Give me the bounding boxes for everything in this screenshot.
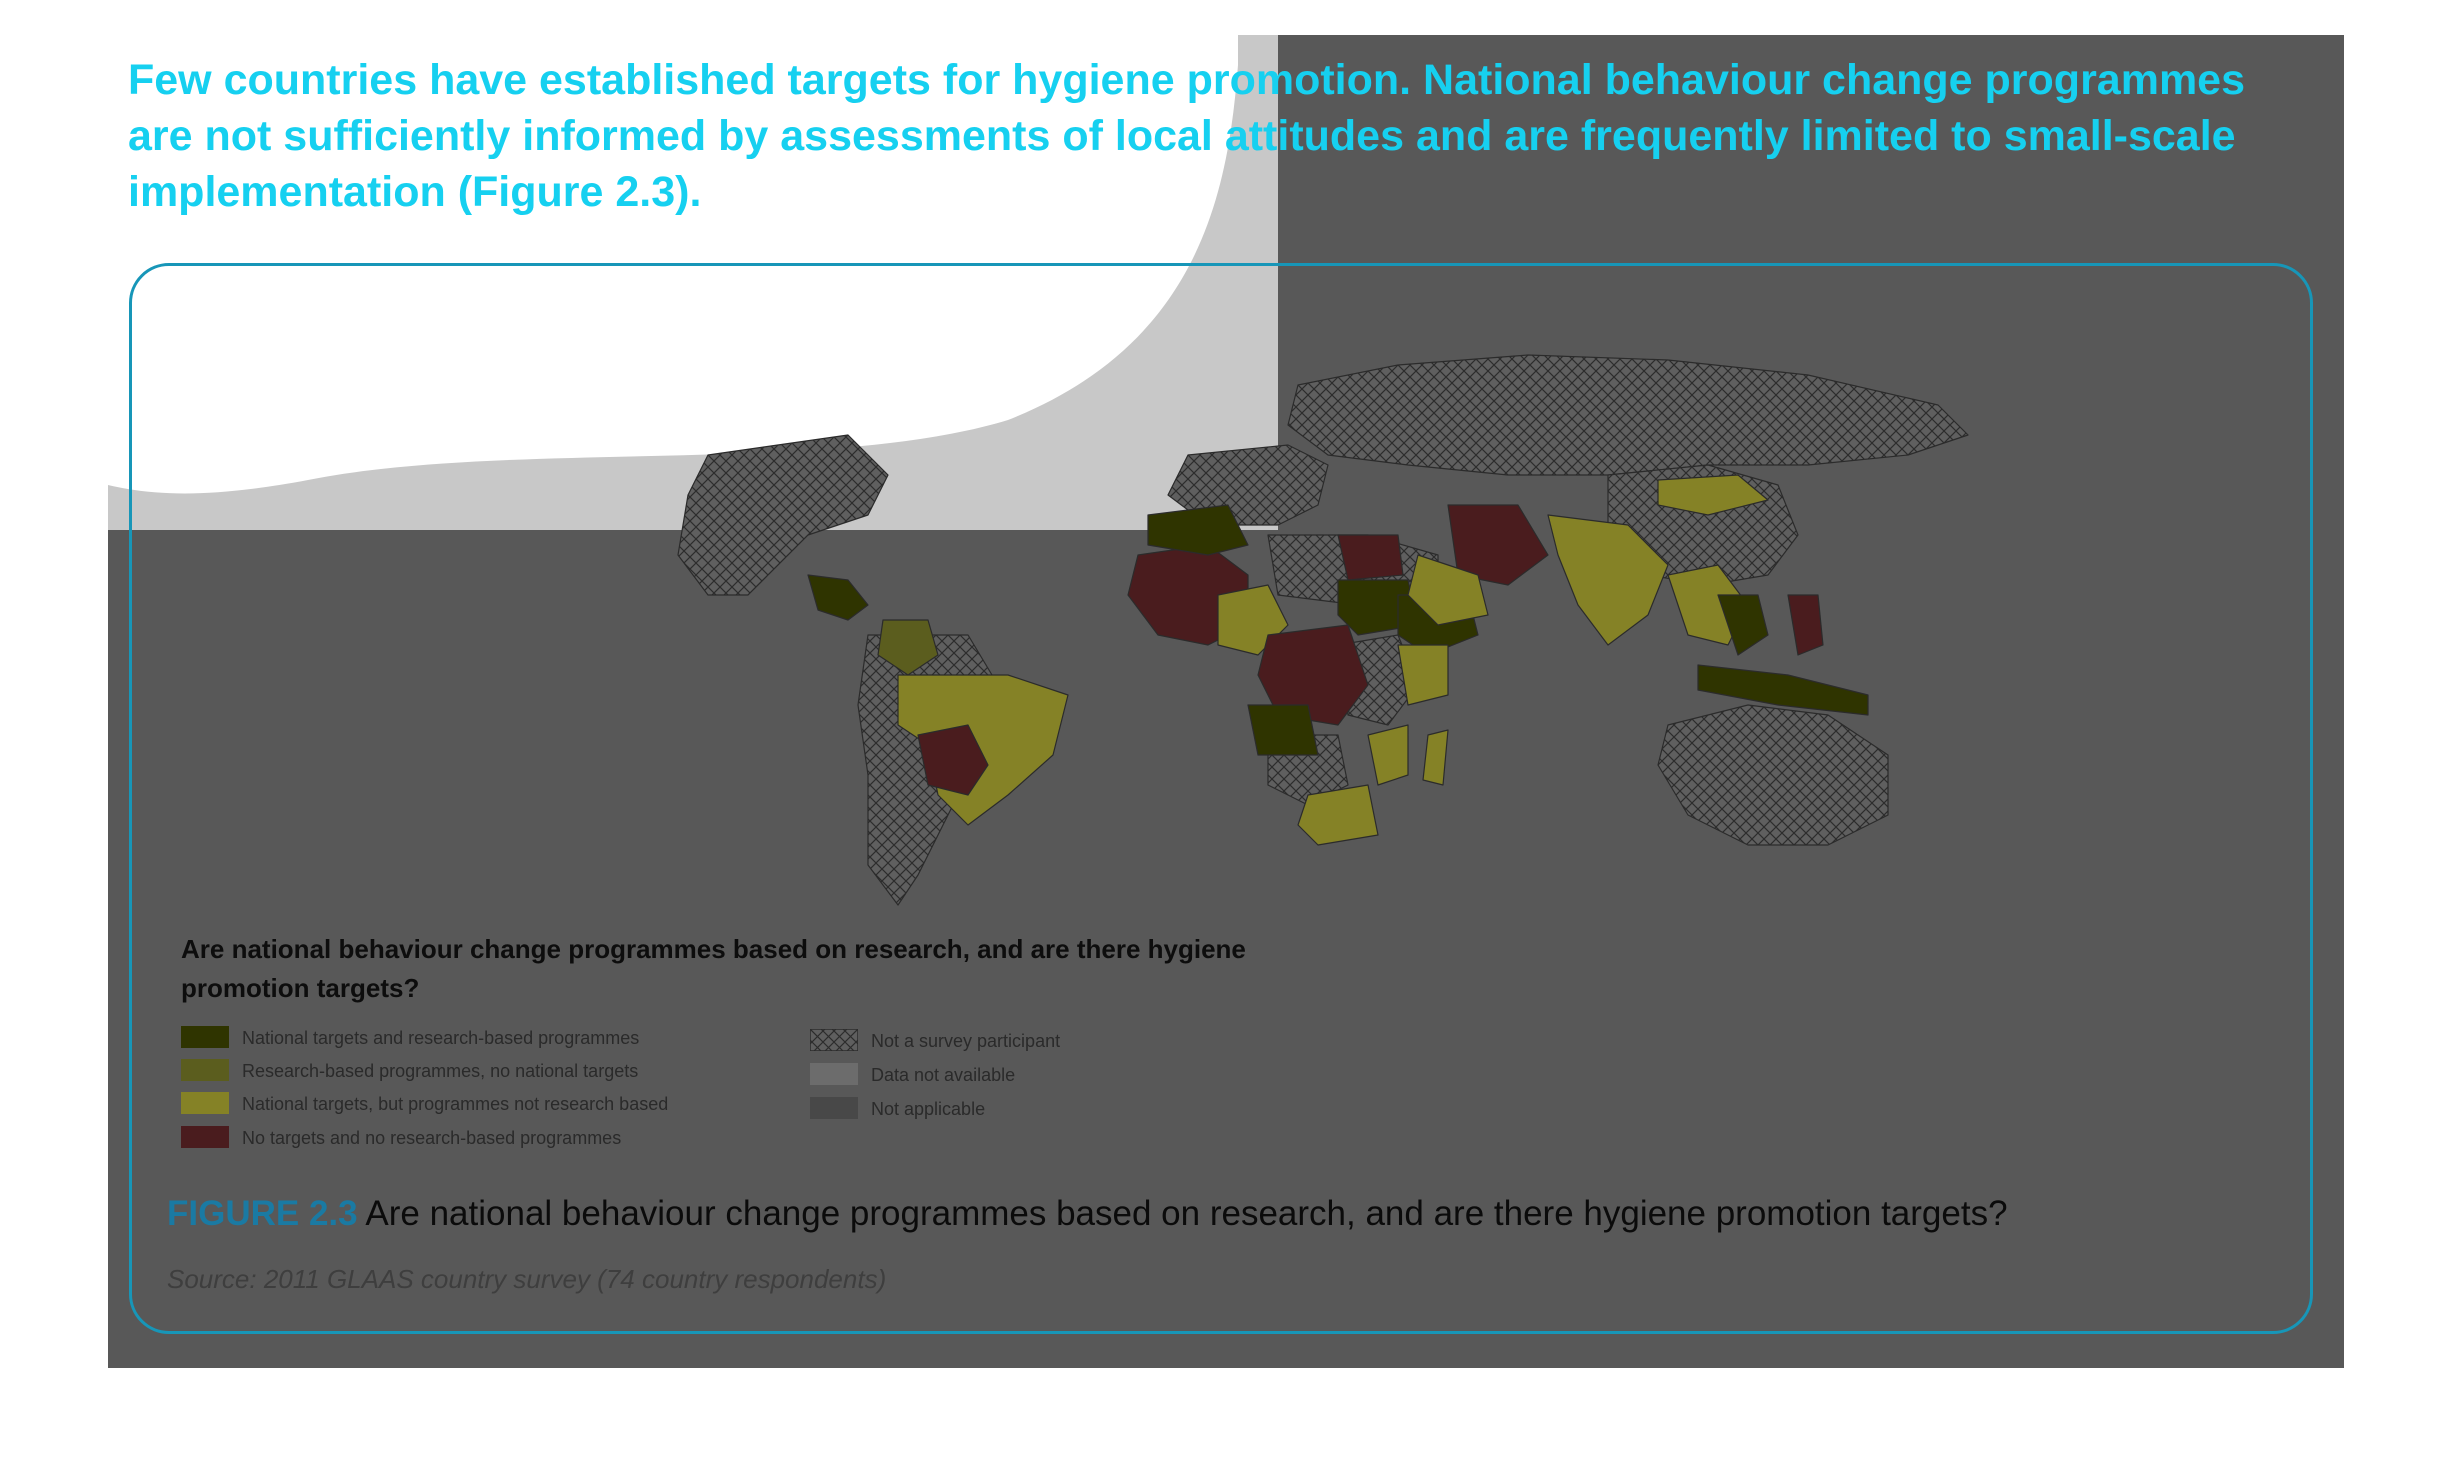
region-mozambique [1368, 725, 1408, 785]
legend-label: No targets and no research-based programmes [242, 1128, 622, 1148]
legend-swatch [810, 1097, 858, 1119]
figure-source: Source: 2011 GLAAS country survey (74 country respondents) [167, 1264, 887, 1294]
intro-paragraph: Few countries have established targets for hygiene promotion. National behaviour change programmes are not sufficiently informed by assessments of local attitudes and are frequently limited to small-scale implementation (Figure 2.3). [128, 56, 2246, 216]
legend-label: National targets, but programmes not research based [242, 1094, 669, 1114]
figure-number: FIGURE 2.3 [167, 1194, 358, 1233]
legend-swatch [181, 1092, 229, 1114]
region-central-america [808, 575, 868, 620]
region-egypt [1338, 535, 1403, 580]
region-indonesia [1698, 665, 1868, 715]
region-north-america [678, 435, 888, 595]
legend-label: National targets and research-based programmes [242, 1028, 640, 1048]
legend-label: Research-based programmes, no national targets [242, 1061, 639, 1081]
legend-swatch [181, 1026, 229, 1048]
region-russia [1288, 355, 1968, 475]
region-philippines [1788, 595, 1823, 655]
legend-label: Data not available [871, 1065, 1016, 1085]
region-australia [1658, 705, 1888, 845]
legend-swatch [181, 1059, 229, 1081]
region-madagascar [1423, 730, 1448, 785]
legend-swatch-hatched [810, 1029, 858, 1051]
map-legend-title: Are national behaviour change programmes based on research, and are there hygiene promotion targets? [181, 934, 1246, 1003]
region-angola [1248, 705, 1318, 755]
legend-label: Not a survey participant [871, 1031, 1061, 1051]
figure-caption-text: Are national behaviour change programmes based on research, and are there hygiene promotion targets? [365, 1194, 2008, 1233]
world-map [108, 35, 2344, 1368]
legend-swatch [181, 1126, 229, 1148]
legend-label: Not applicable [871, 1099, 986, 1119]
figure-caption [167, 1192, 2307, 1236]
legend-swatch [810, 1063, 858, 1085]
